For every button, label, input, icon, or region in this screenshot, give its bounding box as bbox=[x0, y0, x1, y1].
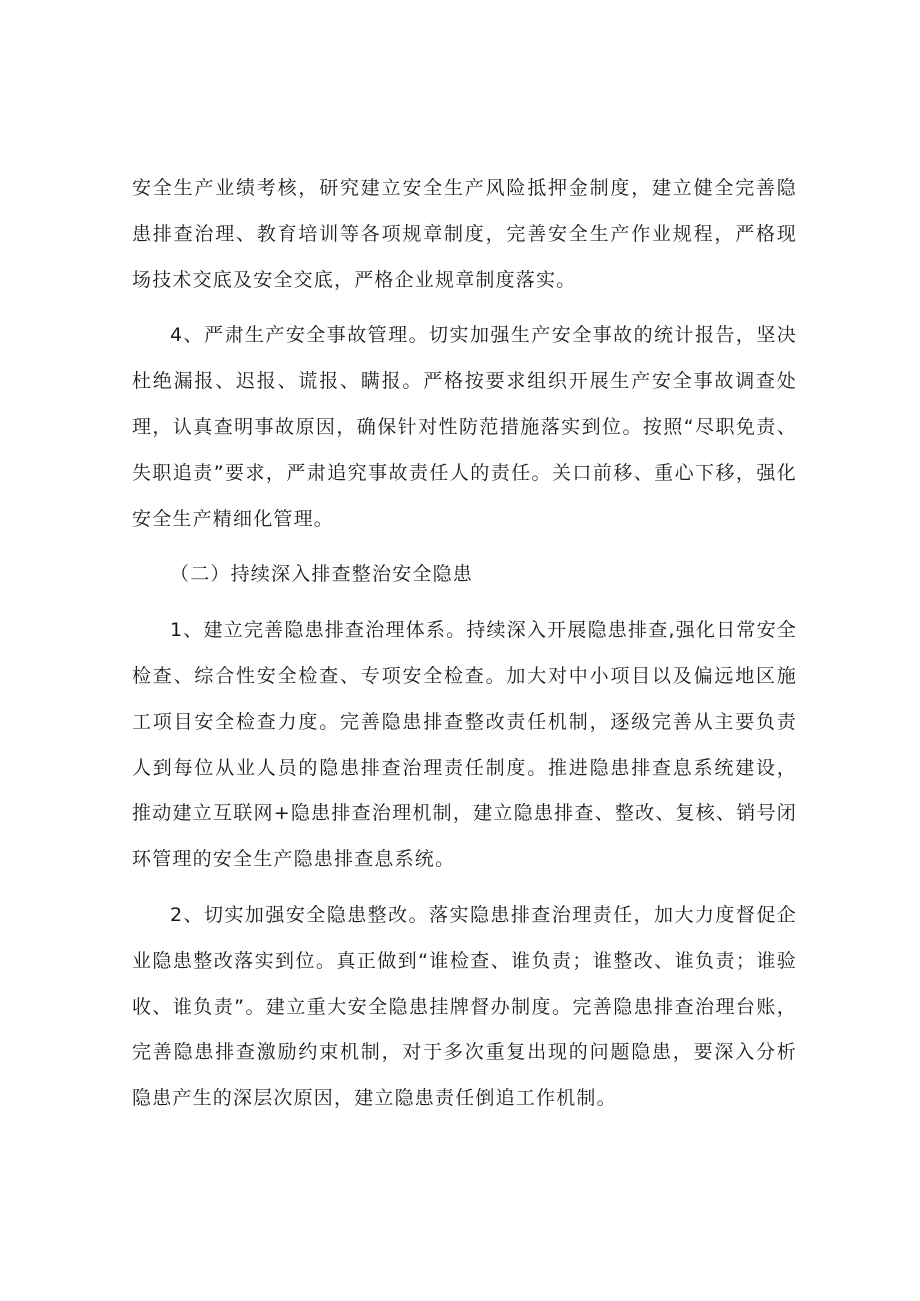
paragraph-continuation: 安全生产业绩考核，研究建立安全生产风险抵押金制度，建立健全完善隐患排查治理、教育培训等各项规章制度，完善安全生产作业规程，严格现场技术交底及安全交底，严格企业规章制度落实。 bbox=[132, 177, 797, 291]
paragraph-hazard-rectification: 2、切实加强安全隐患整改。落实隐患排查治理责任，加大力度督促企业隐患整改落实到位。真正做到“谁检查、谁负责；谁整改、谁负责；谁验收、谁负责”。建立重大安全隐患挂牌督办制度。完善隐患排查治理台账，完善隐患排查激励约束机制，对于多次重复出现的问题隐患，要深入分析隐患产生的深层次原因，建立隐患责任倒追工作机制。 bbox=[132, 903, 797, 1110]
paragraph-accident-management: 4、严肃生产安全事故管理。切实加强生产安全事故的统计报告，坚决杜绝漏报、迟报、谎报、瞒报。严格按要求组织开展生产安全事故调查处理，认真查明事故原因，确保针对性防范措施落实到位。按照“尽职免责、失职追责”要求，严肃追究事故责任人的责任。关口前移、重心下移，强化安全生产精细化管理。 bbox=[132, 324, 797, 530]
paragraph-hazard-system: 1、建立完善隐患排查治理体系。持续深入开展隐患排查,强化日常安全检查、综合性安全检查、专项安全检查。加大对中小项目以及偏远地区施工项目安全检查力度。完善隐患排查整改责任机制，逐级完善从主要负责人到每位从业人员的隐患排查治理责任制度。推进隐患排查息系统建设，推动建立互联网+隐患排查治理机制，建立隐患排查、整改、复核、销号闭环管理的安全生产隐患排查息系统。 bbox=[132, 619, 797, 871]
document-body bbox=[132, 166, 797, 1132]
section-heading: （二）持续深入排查整治安全隐患 bbox=[170, 563, 474, 586]
